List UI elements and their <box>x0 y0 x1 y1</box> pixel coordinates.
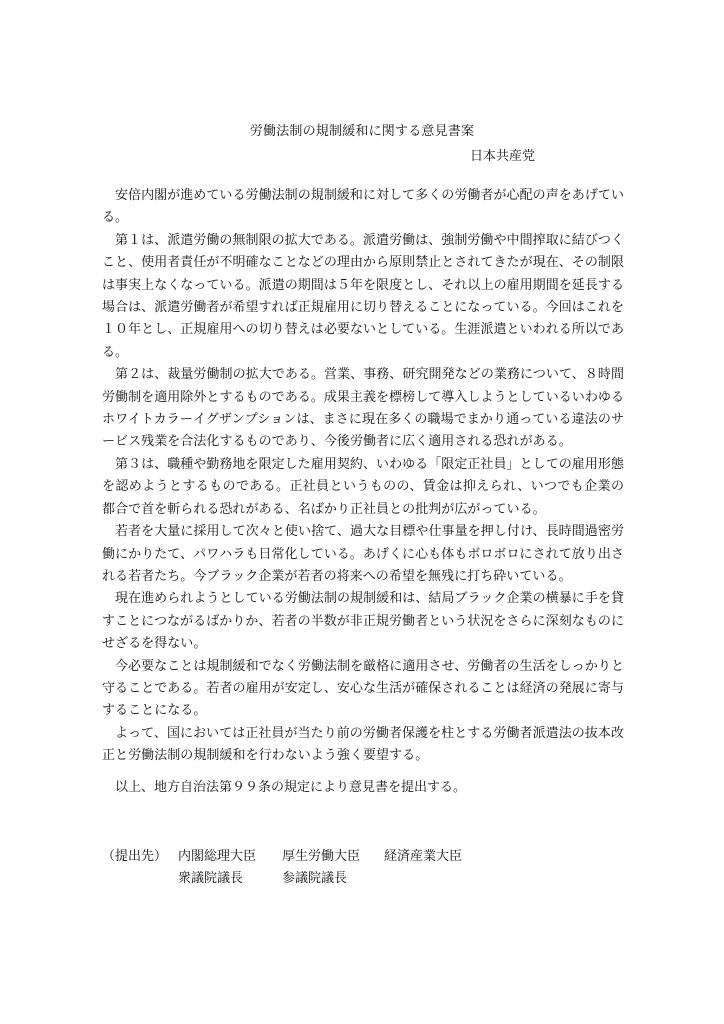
paragraph-youth: 若者を大量に採用して次々と使い捨て、過大な目標や仕事量を押し付け、長時間過密労働にかりたて、パワハラも日常化している。あげくに心も体もボロボロにされて放り出される若者たち。今ブラック企業が若者の将来への希望を無残に打ち砕いている。 <box>102 524 624 584</box>
paragraph-intro: 安倍内閣が進めている労働法制の規制緩和に対して多くの労働者が心配の声をあげている。 <box>102 188 624 226</box>
paragraph-point-2: 第２は、裁量労働制の拡大である。営業、事務、研究開発などの業務について、８時間労働制を適用除外とするものである。成果主義を標榜して導入しようとしているいわゆるホワイトカラーイグザンプションは、まさに現在多くの職場でまかり通っている違法のサービス残業を合法化するものであり、今後労働者に広く適用される恐れがある。 <box>102 367 625 450</box>
document-title: 労働法制の規制緩和に関する意見書案 <box>249 124 475 139</box>
paragraph-necessity: 今必要なことは規制緩和でなく労働法制を厳格に適用させ、労働者の生活をしっかりと守ることである。若者の雇用が安定し、安心な生活が確保されることは経済の発展に寄与することになる。 <box>102 658 625 719</box>
recipients-block <box>102 846 562 890</box>
paragraph-deregulation: 現在進められようとしている労働法制の規制緩和は、結局ブラック企業の横暴に手を貸すことにつながるばかりか、若者の半数が非正規労働者という状況をさらに深刻なものにせざるを得ない。 <box>102 591 624 652</box>
closing-statement: 以上、地方自治法第９９条の規定により意見書を提出する。 <box>115 780 467 795</box>
paragraph-point-1: 第１は、派遣労働の無制限の拡大である。派遣労働は、強制労働や中間搾取に結びつくこと、使用者責任が不明確なことなどの理由から原則禁止とされてきたが現在、その制限は事実上なくなっている。派遣の期間は５年を限度とし、それ以上の雇用期間を延長する場合は、派遣労働者が希望すれば正規雇用に切り替えることになっている。今回はこれを１０年とし、正規雇用への切り替えは必要ないとしている。生涯派遣といわれる所以である。 <box>102 232 625 360</box>
document-author: 日本共産党 <box>470 149 536 164</box>
recipient-councillors-president: 参議院議長 <box>282 871 348 886</box>
recipient-health-labour-minister: 厚生労働大臣 <box>282 849 361 864</box>
recipient-prime-minister: 内閣総理大臣 <box>178 849 257 864</box>
recipient-economy-minister: 経済産業大臣 <box>384 849 463 864</box>
document-body <box>102 185 624 768</box>
paragraph-request: よって、国においては正社員が当たり前の労働者保護を柱とする労働者派遣法の抜本改正と労働法制の規制緩和を行わないよう強く要望する。 <box>102 725 624 764</box>
recipients-row-2 <box>102 868 562 890</box>
recipient-house-speaker: 衆議院議長 <box>178 871 244 886</box>
recipients-row-1 <box>102 846 562 868</box>
recipients-label: （提出先） <box>102 849 168 864</box>
paragraph-point-3: 第３は、職種や勤務地を限定した雇用契約、いわゆる「限定正社員」としての雇用形態を認めようとするものである。正社員というものの、賃金は抑えられ、いつでも企業の都合で首を斬られる恐れがある、名ばかり正社員との批判が広がっている。 <box>102 456 624 517</box>
